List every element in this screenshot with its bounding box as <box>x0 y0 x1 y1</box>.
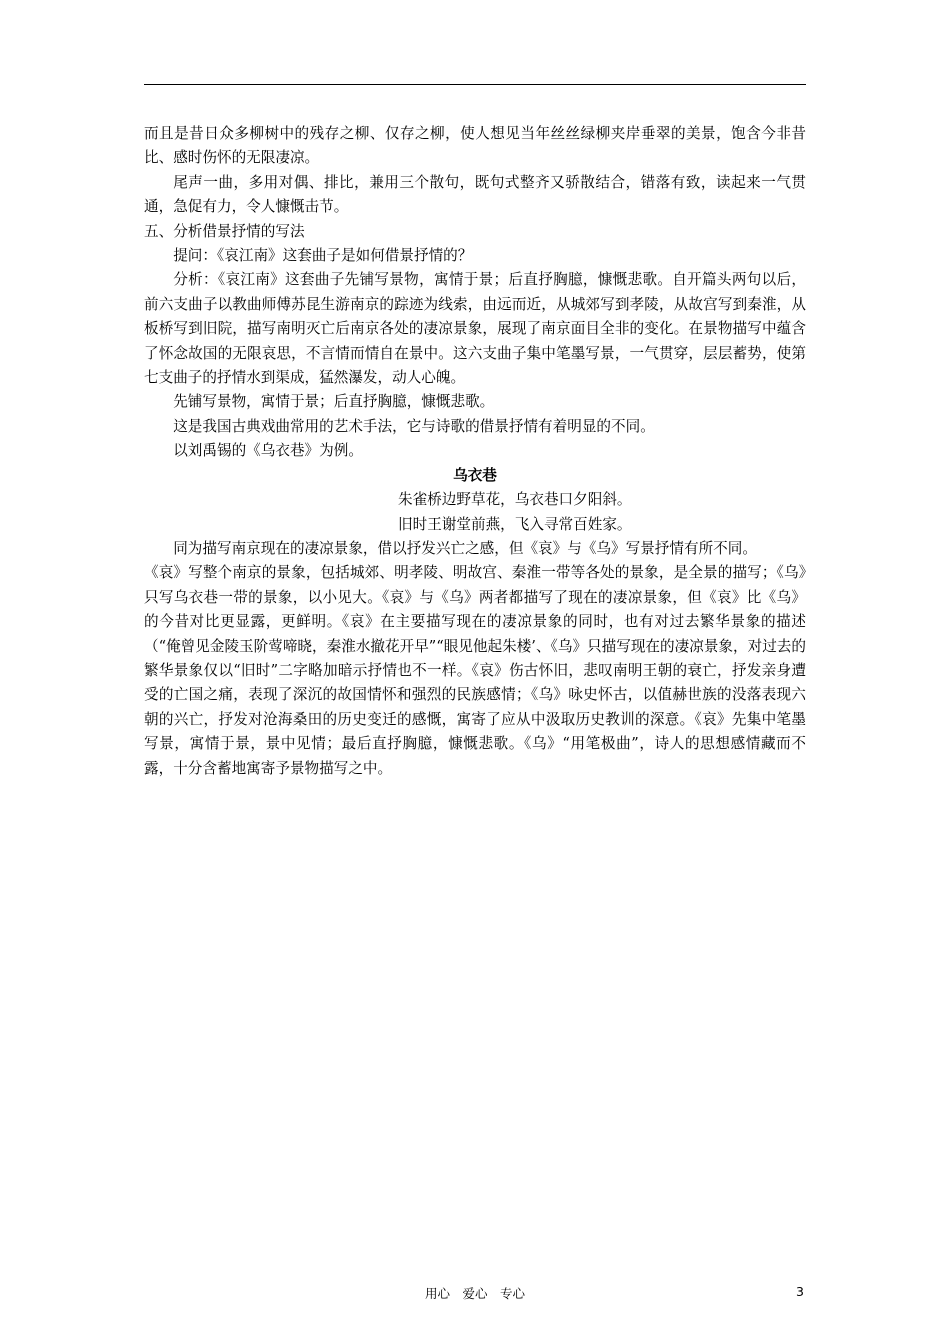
document-body <box>144 122 806 781</box>
paragraph-question: 提问：《哀江南》这套曲子是如何借景抒情的？ <box>173 247 473 265</box>
poem-title: 乌衣巷 <box>453 466 497 484</box>
header-rule <box>144 84 806 85</box>
footer-motto: 用心 爱心 专心 <box>424 1286 525 1301</box>
paragraph-example: 以刘禹锡的《乌衣巷》为例。 <box>173 442 363 460</box>
poem-line-1: 朱雀桥边野草花，乌衣巷口夕阳斜。 <box>398 491 632 509</box>
paragraph-summary: 先铺写景物，寓情于景；后直抒胸臆，慷慨悲歌。 <box>173 393 495 411</box>
section-heading: 五、分析借景抒情的写法 <box>144 222 305 240</box>
paragraph-coda: 尾声一曲，多用对偶、排比，兼用三个散句，既句式整齐又骄散结合，错落有致，读起来一气贯通，急促有力，令人慷慨击节。 <box>144 173 806 216</box>
paragraph-comparison: 《哀》写整个南京的景象，包括城郊、明孝陵、明故宫、秦淮一带等各处的景象，是全景的描写；《乌》只写乌衣巷一带的景象，以小见大。《哀》与《乌》两者都描写了现在的凄凉景象，但《哀》比《乌》的今昔对比更显露，更鲜明。《哀》在主要描写现在的凄凉景象的同时，也有对过去繁华景象的描述（“俺曾见金陵玉阶莺啼晓，秦淮水撤花开早”“眼见他起朱楼’、《乌》只描写现在的凄凉景象，对过去的繁华景象仅以“旧时”二字略加暗示抒情也不一样。《哀》伤古怀旧，悲叹南明王朝的衰亡，抒发亲身遭受的亡国之痛，表现了深沉的故国情怀和强烈的民族感情；《乌》咏史怀古，以值赫世族的没落表现六朝的兴亡，抒发对沧海桑田的历史变迁的感慨，寓寄了应从中汲取历史教训的深意。《哀》先集中笔墨写景，寓情于景，景中见情；最后直抒胸臆，慷慨悲歌。《乌》“用笔极曲”，诗人的思想感情藏而不露，十分含蓄地寓寄予景物描写之中。 <box>144 564 806 777</box>
paragraph-comparison-intro: 同为描写南京现在的凄凉景象，借以抒发兴亡之感，但《哀》与《乌》写景抒情有所不同。 <box>173 539 757 557</box>
poem-line-2: 旧时王谢堂前燕，飞入寻常百姓家。 <box>398 515 632 533</box>
paragraph-analysis: 分析：《哀江南》这套曲子先铺写景物，寓情于景；后直抒胸臆，慷慨悲歌。自开篇头两句以后，前六支曲子以教曲师傅苏昆生游南京的踪迹为线索，由远而近，从城郊写到孝陵，从故宫写到秦淮，从板桥写到旧院，描写南明灭亡后南京各处的凄凉景象，展现了南京面目全非的变化。在景物描写中蕴含了怀念故国的无限哀思，不言情而情自在景中。这六支曲子集中笔墨写景，一气贯穿，层层蓄势，使第七支曲子的抒情水到渠成，猛然瀑发，动人心魄。 <box>144 271 806 387</box>
page-number: 3 <box>796 1284 804 1299</box>
paragraph-technique: 这是我国古典戏曲常用的艺术手法，它与诗歌的借景抒情有着明显的不同。 <box>173 417 655 435</box>
paragraph-continuation: 而且是昔日众多柳树中的残存之柳、仅存之柳，使人想见当年丝丝绿柳夹岸垂翠的美景，饱含今非昔比、感时伤怀的无限凄凉。 <box>144 125 806 167</box>
